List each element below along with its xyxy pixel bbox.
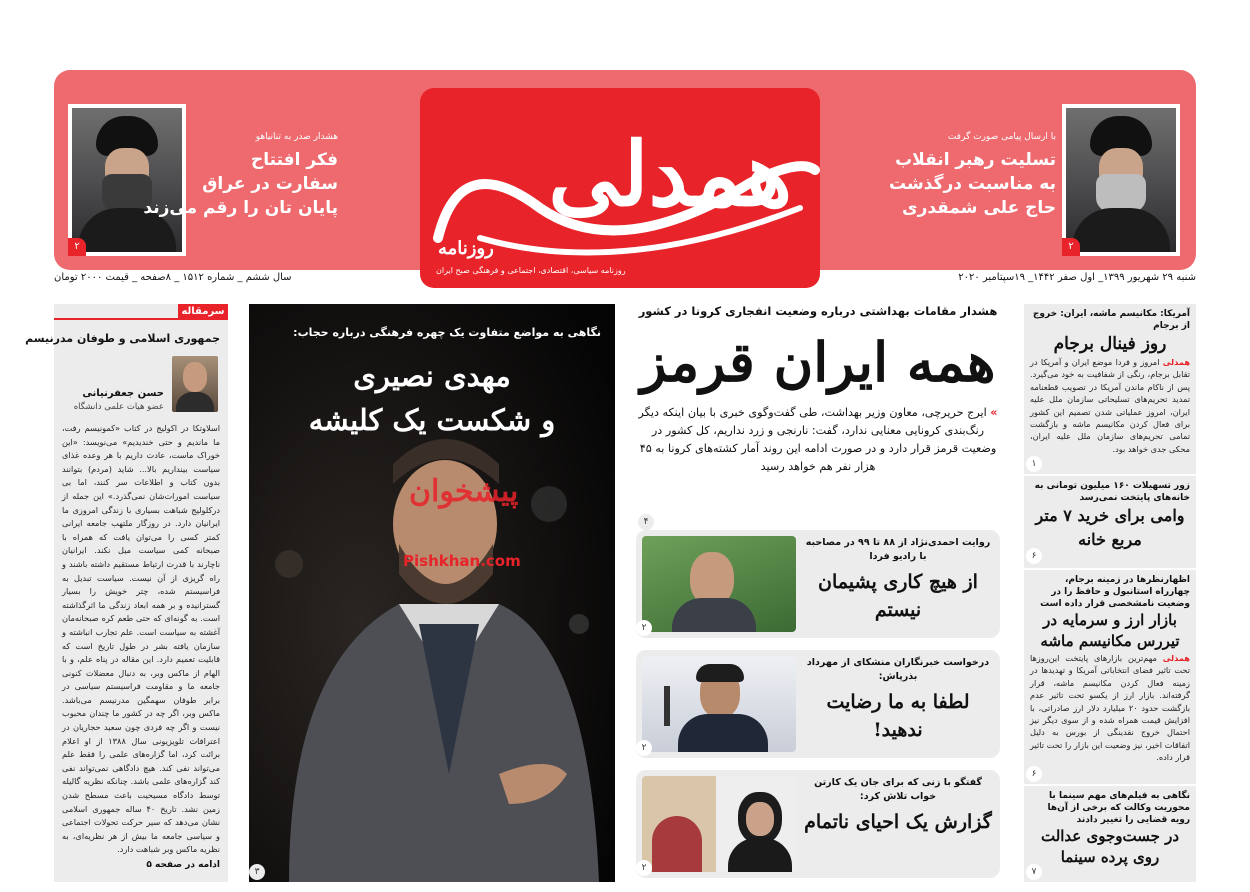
- left-teaser-line: پایان تان را رقم می‌زند: [143, 198, 338, 218]
- news-block-housing[interactable]: [1024, 476, 1196, 568]
- portrait-photo: [1066, 108, 1176, 252]
- story-card-ahmadinejad[interactable]: [636, 530, 1000, 638]
- author-name: حسن جعفرنیانی: [82, 388, 164, 399]
- dateline-date: شنبه ۲۹ شهریور ۱۳۹۹_ اول صفر ۱۴۴۲_ ۱۹سپتامبر ۲۰۲۰: [958, 272, 1196, 283]
- block-kicker: اظهارنظرها در زمینه برجام، چهارراه استانبول و حافظ را در وضعیت نامشخصی قرار داده است: [1040, 575, 1190, 609]
- block-kicker: نگاهی به فیلم‌های مهم سینما با محوریت وکالت که برخی از آن‌ها رویه قضایی را تغییر دادند: [1047, 791, 1190, 825]
- main-story-kicker: هشدار مقامات بهداشتی درباره وضعیت انفجاری کرونا در کشور: [638, 304, 998, 318]
- right-teaser[interactable]: [889, 132, 1056, 220]
- block-lead: همدلی: [1162, 357, 1191, 367]
- block-headline: وامی برای خرید ۷ متر مربع خانه: [1035, 506, 1185, 549]
- page-badge: ۴: [638, 514, 654, 530]
- block-headline: روز فینال برجام: [1053, 334, 1167, 354]
- page-badge: ۶: [1026, 766, 1042, 782]
- left-teaser[interactable]: [143, 132, 338, 220]
- right-teaser-line: به مناسبت درگذشت: [889, 174, 1056, 194]
- feature-photo-panel[interactable]: [249, 304, 615, 882]
- right-news-column: [1024, 304, 1196, 882]
- story-photo: [642, 776, 796, 872]
- block-headline: در جست‌وجوی عدالت روی پرده سینما: [1040, 827, 1180, 866]
- page-badge: ۲: [636, 860, 652, 876]
- story-kicker: درخواست خبرنگاران منشکای از مهرداد بذرپاش:: [806, 657, 990, 682]
- news-block-cinema[interactable]: [1024, 786, 1196, 882]
- author-avatar: [172, 356, 218, 412]
- main-story-lead: » ایرج حریرچی، معاون وزیر بهداشت، طی گفت‌وگوی خبری با بیان اینکه دیگر رنگ‌بندی کرونایی معنایی ندارد، گفت: نارنجی و زرد نداریم، کل کشور در وضعیت قرمز قرار دارد و در صورت ادامه این روند آمار کشته‌های کرونا به ۴۵ هزار نفر هم خواهد رسید: [638, 406, 998, 473]
- news-block-barjam[interactable]: [1024, 304, 1196, 474]
- feature-headline: مهدی نصیری و شکست یک کلیشه: [308, 359, 556, 437]
- page-badge: ۱: [1026, 456, 1042, 472]
- main-story[interactable]: [636, 304, 1000, 527]
- page-badge: ۷: [1026, 864, 1042, 880]
- editorial-continued[interactable]: ادامه در صفحه ۵: [146, 860, 220, 870]
- block-headline: بازار ارز و سرمایه در تیررس مکانیسم ماشه: [1040, 611, 1180, 650]
- story-photo: [642, 536, 796, 632]
- editorial-tag: سرمقاله: [178, 304, 228, 320]
- logo-tagline: روزنامه سیاسی، اقتصادی، اجتماعی و فرهنگی صبح ایران: [436, 266, 626, 275]
- story-headline: لطفا به ما رضایت ندهید!: [826, 691, 970, 741]
- page-badge: ۳: [249, 864, 265, 880]
- left-teaser-kicker: هشدار صدر به تنانیاهو: [255, 132, 338, 142]
- story-card-bazrpash[interactable]: [636, 650, 1000, 758]
- lead-marker-icon: »: [990, 406, 998, 419]
- watermark-url: Pishkhan.com: [403, 552, 521, 570]
- story-text: [802, 656, 994, 744]
- story-headline: گزارش یک احیای ناتمام: [804, 811, 992, 833]
- right-teaser-kicker: با ارسال پیامی صورت گرفت: [947, 132, 1056, 142]
- main-headline: همه ایران قرمز: [640, 330, 996, 394]
- story-text: [802, 536, 994, 624]
- story-kicker: روایت احمدی‌نژاد از ۸۸ تا ۹۹ در مصاحبه با رادیو فردا: [805, 537, 991, 562]
- feature-kicker: نگاهی به مواضع متفاوت یک چهره فرهنگی درباره حجاب:: [293, 326, 601, 339]
- watermark-logo: پیشخوان: [409, 474, 519, 509]
- right-teaser-line: تسلیت رهبر انقلاب: [895, 150, 1056, 170]
- story-headline: از هیچ کاری پشیمان نیستم: [818, 571, 978, 621]
- page-badge: ۲: [636, 620, 652, 636]
- left-teaser-line: سفارت در عراق: [202, 174, 338, 194]
- page-badge: ۲: [68, 238, 86, 256]
- block-kicker: آمریکا: مکانیسم ماشه، ایران: خروج از برجام: [1032, 309, 1190, 331]
- newspaper-logo[interactable]: [420, 88, 820, 288]
- story-text: [802, 776, 994, 836]
- right-teaser-portrait[interactable]: [1062, 104, 1180, 256]
- editorial-column[interactable]: [25, 304, 228, 882]
- logo-wordmark: همدلی: [548, 122, 792, 226]
- dateline-issue: سال ششم _ شماره ۱۵۱۲ _ ۸صفحه _ قیمت ۲۰۰۰ تومان: [54, 272, 292, 283]
- block-body: همدلی امروز و فردا موضع ایران و آمریکا در تقابل برجام، رنگی از شفافیت به خود می‌گیرد. پس از ناکام ماندن آمریکا در تصویب قطعنامه تمدید تحریم‌های تسلیحاتی سازمان ملل علیه ایران، امروز عملیاتی شدن تصمیم این کشور برای فعال کردن مکانیسم ماشه و بازگشت تمامی تحریم‌های سازمان ملل علیه ایران، محکی جدی خواهد بود.: [1030, 357, 1191, 454]
- divider: [54, 318, 228, 320]
- editorial-headline: جمهوری اسلامی و طوفان مدرنیسم: [25, 332, 220, 345]
- editorial-body: اسلاوتکا در اکولیج در کتاب «کمونیسم رفت، ما ماندیم و حتی خندیدیم» می‌نویسد: «این خوراک ماست، عادت داریم با هر وعده غذای سیاست بینداریم بالا... شاید (مردم) بتوانند بدون کتاب و اطلاعات سر کنند، اما بی سیاست امورات‌شان نمی‌گذرد.» این جمله از درکلولیج شباهت بسیاری با زندگی امروزی ما ایرانیان دارد. در روزگار ملتهب جامعه ایرانی کمتر کسی را می‌توان یافت که همراه با صبحانه کمی سیاست میل نکند. ایرانیان ناچارند با قدرت ارتباط مستقیم داشته باشند و راه گریزی از آن نیست. سیاست تبدیل به فراسیستم شده، چتر خویش را بسیار گسترانیده و بر همه ابعاد زندگی ما اثرگذاشته است. به گونه‌ای که حتی طعم کره صبحانه‌مان آغشته به سیاست است. علم تجارب انباشته و سازمان یافته بشر در طول تاریخ است که قابلیت تعمیم دارد. این مقاله در پناه علم، و با الهام از ماکس وبر، به دنبال معضلات کنونی جامعه ما و مقاومت فراسیستم سیاسی در برابر طوفان سهمگین مدرنیسم می‌باشد. ماکس وبر، اگر چه در کشور ما چندان محبوب نیست و اگر چه فردی چون سعید حجاریان در اعترافات تلویزیونی سال ۱۳۸۸ از او اعلام برائت کرد، اما گزاره‌های علمی را فقط علم می‌تواند نفی کند. هیچ دادگاهی نمی‌تواند نفی کند گزاره‌های علمی باشد. چنانکه نظریه گالیله توسط دادگاه مسیحیت باعث مسطح شدن زمین نشد. تاریخ ۴۰ ساله جمهوری اسلامی نشان می‌دهد که سیر حرکت تحولات اجتماعی و سیاسی جامعه ما بیش از هر نظریه‌ای، به نظریه ماکس وبر شباهت دارد.: [62, 423, 221, 855]
- block-lead: همدلی: [1162, 653, 1190, 663]
- block-kicker: زور تسهیلات ۱۶۰ میلیون تومانی به خانه‌های پایتخت نمی‌رسد: [1034, 481, 1190, 503]
- news-block-market[interactable]: [1024, 570, 1196, 784]
- story-card-rescue[interactable]: [636, 770, 1000, 878]
- left-teaser-line: فکر افتتاح: [251, 150, 338, 170]
- author-role: عضو هیات علمی دانشگاه: [73, 402, 164, 412]
- block-body: همدلی مهم‌ترین بازارهای پایتخت این‌روزها تحت تاثیر فضای انتخاباتی آمریکا و تهدیدها در زمینه فعال کردن مکانیسم ماشه، قرار گرفته‌اند. بازار ارز از یکسو تحت تاثیر عدم بازگشت حدود ۲۰ میلیارد دلار ارز صادراتی، با افزایش قیمت همراه شده و از سوی دیگر نیز احتمال خروج نقدینگی از بورس به دلیل اتفاقات اخیر، نیز وضعیت این بازار را تحت تاثیر قرار داده.: [1030, 653, 1190, 763]
- logo-subtitle: روزنامه: [438, 238, 494, 259]
- story-photo: [642, 656, 796, 752]
- right-teaser-line: حاج علی شمقدری: [901, 198, 1056, 218]
- story-kicker: گفتگو با زنی که برای جان یک کارتن خواب تلاش کرد:: [814, 777, 982, 802]
- page-badge: ۶: [1026, 548, 1042, 564]
- page-badge: ۲: [1062, 238, 1080, 256]
- page-badge: ۲: [636, 740, 652, 756]
